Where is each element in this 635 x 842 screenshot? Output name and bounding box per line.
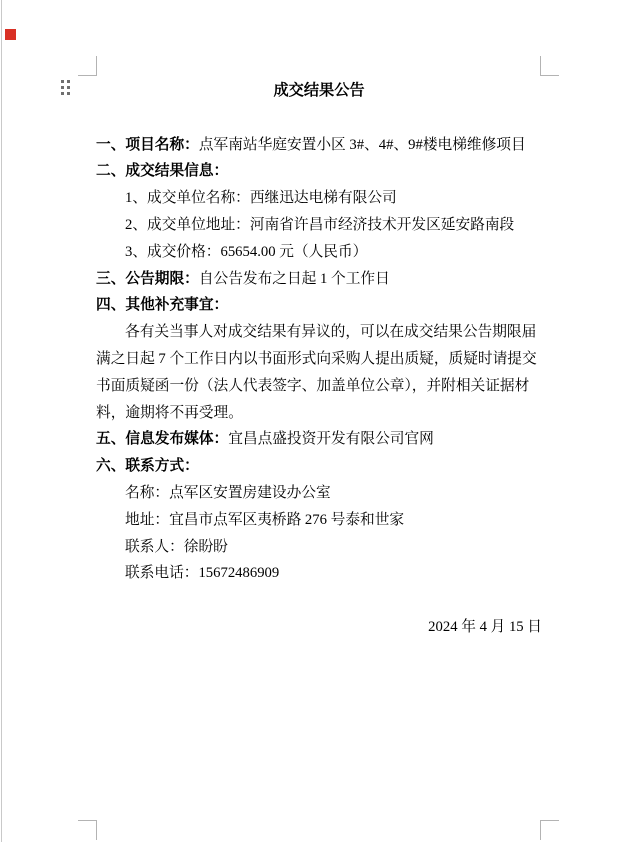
section-value: 宜昌点盛投资开发有限公司官网 — [228, 431, 434, 448]
section-announcement-period — [96, 266, 542, 293]
section-other-matters-heading — [96, 292, 542, 319]
text-boundary-mark-top-left — [78, 56, 97, 76]
section-value: 点军南站华庭安置小区 3#、4#、9#楼电梯维修项目 — [198, 136, 526, 153]
paragraph-line-3: 书面质疑函一份（法人代表签字、加盖单位公章），并附相关证据材 — [96, 377, 530, 394]
text-boundary-mark-bottom-left — [78, 820, 97, 840]
handle-dot — [61, 80, 64, 83]
doc-title: 成交结果公告 — [273, 82, 365, 99]
text-boundary-mark-bottom-right — [540, 820, 559, 840]
section-contact-heading — [96, 453, 542, 480]
section-result-info-heading — [96, 158, 542, 185]
item-winner-name: 1、成交单位名称：西继迅达电梯有限公司 — [125, 190, 397, 207]
handle-dot — [67, 92, 70, 95]
red-square-marker — [5, 29, 16, 40]
paragraph-line-4: 料，逾期将不再受理。 — [96, 404, 243, 421]
item-winning-price: 3、成交价格：65654.00 元（人民币） — [125, 243, 368, 260]
page-edge-line — [1, 0, 2, 842]
section-value: 自公告发布之日起 1 个工作日 — [198, 270, 390, 287]
paragraph-line-1: 各有关当事人对成交结果有异议的，可以在成交结果公告期限届 — [125, 324, 537, 341]
contact-phone: 联系电话：15672486909 — [125, 565, 280, 582]
contact-person: 联系人：徐盼盼 — [125, 538, 228, 555]
contact-name: 名称：点军区安置房建设办公室 — [125, 484, 331, 501]
section-label: 四、其他补充事宜： — [96, 297, 229, 314]
paragraph-line-2: 满之日起 7 个工作日内以书面形式向采购人提出质疑，质疑时请提交 — [96, 350, 537, 367]
handle-dot — [67, 86, 70, 89]
document-body — [96, 78, 542, 641]
section-label: 二、成交结果信息： — [96, 163, 229, 180]
handle-dot — [61, 86, 64, 89]
section-project-name — [96, 132, 542, 159]
spacer-line — [96, 587, 542, 614]
section-label: 六、联系方式： — [96, 458, 199, 475]
doc-date: 2024 年 4 月 15 日 — [428, 618, 542, 635]
spacer-line — [96, 105, 542, 132]
handle-dot — [61, 92, 64, 95]
section-label: 三、公告期限： — [96, 270, 199, 287]
section-label: 一、项目名称： — [96, 136, 199, 153]
contact-address: 地址：宜昌市点军区夷桥路 276 号泰和世家 — [125, 511, 405, 528]
section-publish-media — [96, 426, 542, 453]
item-winner-address: 2、成交单位地址：河南省许昌市经济技术开发区延安路南段 — [125, 216, 515, 233]
section-label: 五、信息发布媒体： — [96, 431, 229, 448]
text-boundary-mark-top-right — [540, 56, 559, 76]
paragraph-drag-handle-icon[interactable] — [61, 80, 70, 95]
handle-dot — [67, 80, 70, 83]
